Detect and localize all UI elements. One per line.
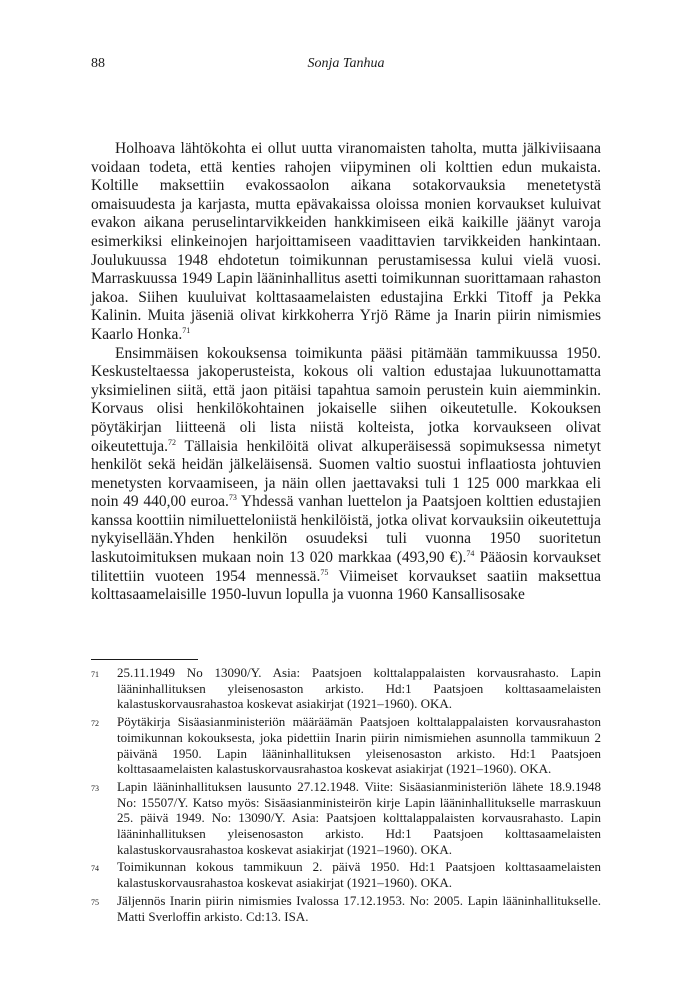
page-number: 88 bbox=[91, 56, 105, 71]
paragraph-text: Yhdessä vanhan luettelon ja Paatsjoen kolttien edustajien kanssa koottiin nimiluetteloniistä henkilöistä, jotka olivat korvauksiin oikeutettuja nykyisellään.Yhden henkilön osuudeksi tuli vuonna 1950 suoritetun laskutoimituksen mukaan noin 13 020 markkaa (493,90 €). bbox=[91, 493, 601, 567]
paragraph-text: Holhoava lähtökohta ei ollut uutta viranomaisten taholta, mutta jälkiviisaana voidaan todeta, että kenties rahojen viipyminen oli kolttien edun mukaista. Koltille maksettiin evakossaolon aikana sotakorvauksia menetetystä omaisuudesta ja karjasta, mutta epävakaissa oloissa monien korvaukset kuluivat evakon aikana peruselintarvikkeiden hankkimiseen eikä kaikille jäänyt varoja esimerkiksi elinkeinojen harjoittamiseen vaadittavien tarvikkeiden hankintaan. Joulukuussa 1948 ehdotetun toimikunnan perustamisessa kului vielä vuosi. Marraskuussa 1949 Lapin lääninhallitus asetti toimikunnan suorittamaan rahaston jakoa. Siihen kuuluivat kolttasaamelaisten edustajina Erkki Titoff ja Pekka Kalinin. Muita jäseniä olivat kirkkoherra Yrjö Räme ja Inarin piirin nimismies Kaarlo Honka. bbox=[91, 140, 601, 343]
paragraph bbox=[91, 345, 601, 605]
footnote-number: 73 bbox=[91, 783, 99, 793]
body-text bbox=[91, 140, 601, 605]
footnote bbox=[91, 779, 601, 858]
footnote-ref[interactable]: 72 bbox=[168, 437, 177, 447]
footnote bbox=[91, 893, 601, 924]
footnotes bbox=[91, 665, 601, 926]
footnote-text: Toimikunnan kokous tammikuun 2. päivä 1950. Hd:1 Paatsjoen kolttasaamelaisten kalastuskorvausrahastoa koskevat asiakirjat (1921–1960). OKA. bbox=[117, 859, 601, 891]
footnote-text: Pöytäkirja Sisäasianministeriön määräämän Paatsjoen kolttalappalaisten korvausrahaston toimikunnan kokouksesta, joka pidettiin Inarin piirin nimismiehen asunnolla tammikuun 2 päivänä 1950. Lapin lääninhallituksen yleisenosaston arkisto. Hd:1 Paatsjoen kolttasaamelaisten kalastuskorvausrahastoa koskevat asiakirjat (1921–1960). OKA. bbox=[117, 714, 601, 777]
paragraph-text: Viimeiset korvaukset saatiin maksettua kolttasaamelaisille 1950-luvun lopulla ja vuonna 1960 Kansallisosake bbox=[91, 567, 601, 604]
footnote-ref[interactable]: 74 bbox=[466, 549, 475, 559]
footnote-divider bbox=[91, 659, 198, 660]
footnote-text: 25.11.1949 No 13090/Y. Asia: Paatsjoen kolttalappalaisten korvausrahasto. Lapin lääninhallituksen yleisenosaston arkisto. Hd:1 Paatsjoen kolttasaamelaisten kalastuskorvausrahastoa koskevat asiakirjat (1921–1960). OKA. bbox=[117, 665, 601, 712]
footnote bbox=[91, 859, 601, 890]
footnote-ref[interactable]: 73 bbox=[228, 493, 237, 503]
footnote-text: Lapin lääninhallituksen lausunto 27.12.1948. Viite: Sisäasianministeriön lähete 18.9.1948 No: 15507/Y. Katso myös: Sisäasianministeirön kirje Lapin lääninhallitukselle marraskuun 25. päivä 1949. No: 13090/Y. Asia: Paatsjoen kolttalappalaisten korvausrahasto. Lapin lääninhallituksen yleisenosaston arkisto. Hd:1 Paatsjoen kolttasaamelaisten kalastuskorvausrahastoa koskevat asiakirjat (1921–1960). OKA. bbox=[117, 778, 601, 857]
footnote bbox=[91, 665, 601, 712]
footnote-number: 74 bbox=[91, 864, 99, 874]
footnote-number: 71 bbox=[91, 670, 99, 679]
footnote bbox=[91, 714, 601, 777]
paragraph bbox=[91, 140, 601, 345]
footnote-ref[interactable]: 71 bbox=[182, 325, 191, 335]
paragraph-text: Pääosin korvaukset tilitettiin vuoteen 1954 mennessä. bbox=[91, 549, 601, 585]
running-title: Sonja Tanhua bbox=[307, 56, 385, 71]
footnote-text: Jäljennös Inarin piirin nimismies Ivalossa 17.12.1953. No: 2005. Lapin lääninhallitukselle. Matti Sverloffin arkisto. Cd:13. ISA. bbox=[117, 892, 601, 924]
paragraph-text: Ensimmäisen kokouksensa toimikunta pääsi pitämään tammikuussa 1950. Keskusteltaessa jakoperusteista, kokous oli valtion edustajaa lukuunottamatta yksimielinen siitä, että jaon pitäisi tapahtua samoin perustein kuin aiemminkin. Korvaus olisi henkilökohtainen jokaiselle siihen oikeutetulle. Kokouksen pöytäkirjan liitteenä oli lista niistä kolteista, jotka korvaukseen olivat oikeutettuja. bbox=[91, 344, 601, 455]
footnote-ref[interactable]: 75 bbox=[320, 567, 329, 577]
footnote-number: 75 bbox=[91, 897, 99, 907]
paragraph-text: Tällaisia henkilöitä olivat alkuperäisessä sopimuksessa nimetyt henkilöt sekä heidän jälkeläisensä. Suomen valtio suostui inflaatiosta johtuvien menetysten korvaamiseen, ja näin ollen jaettavaksi tuli 1 125 000 markkaa eli noin 49 440,00 euroa. bbox=[91, 437, 601, 511]
footnote-number: 72 bbox=[91, 719, 99, 729]
